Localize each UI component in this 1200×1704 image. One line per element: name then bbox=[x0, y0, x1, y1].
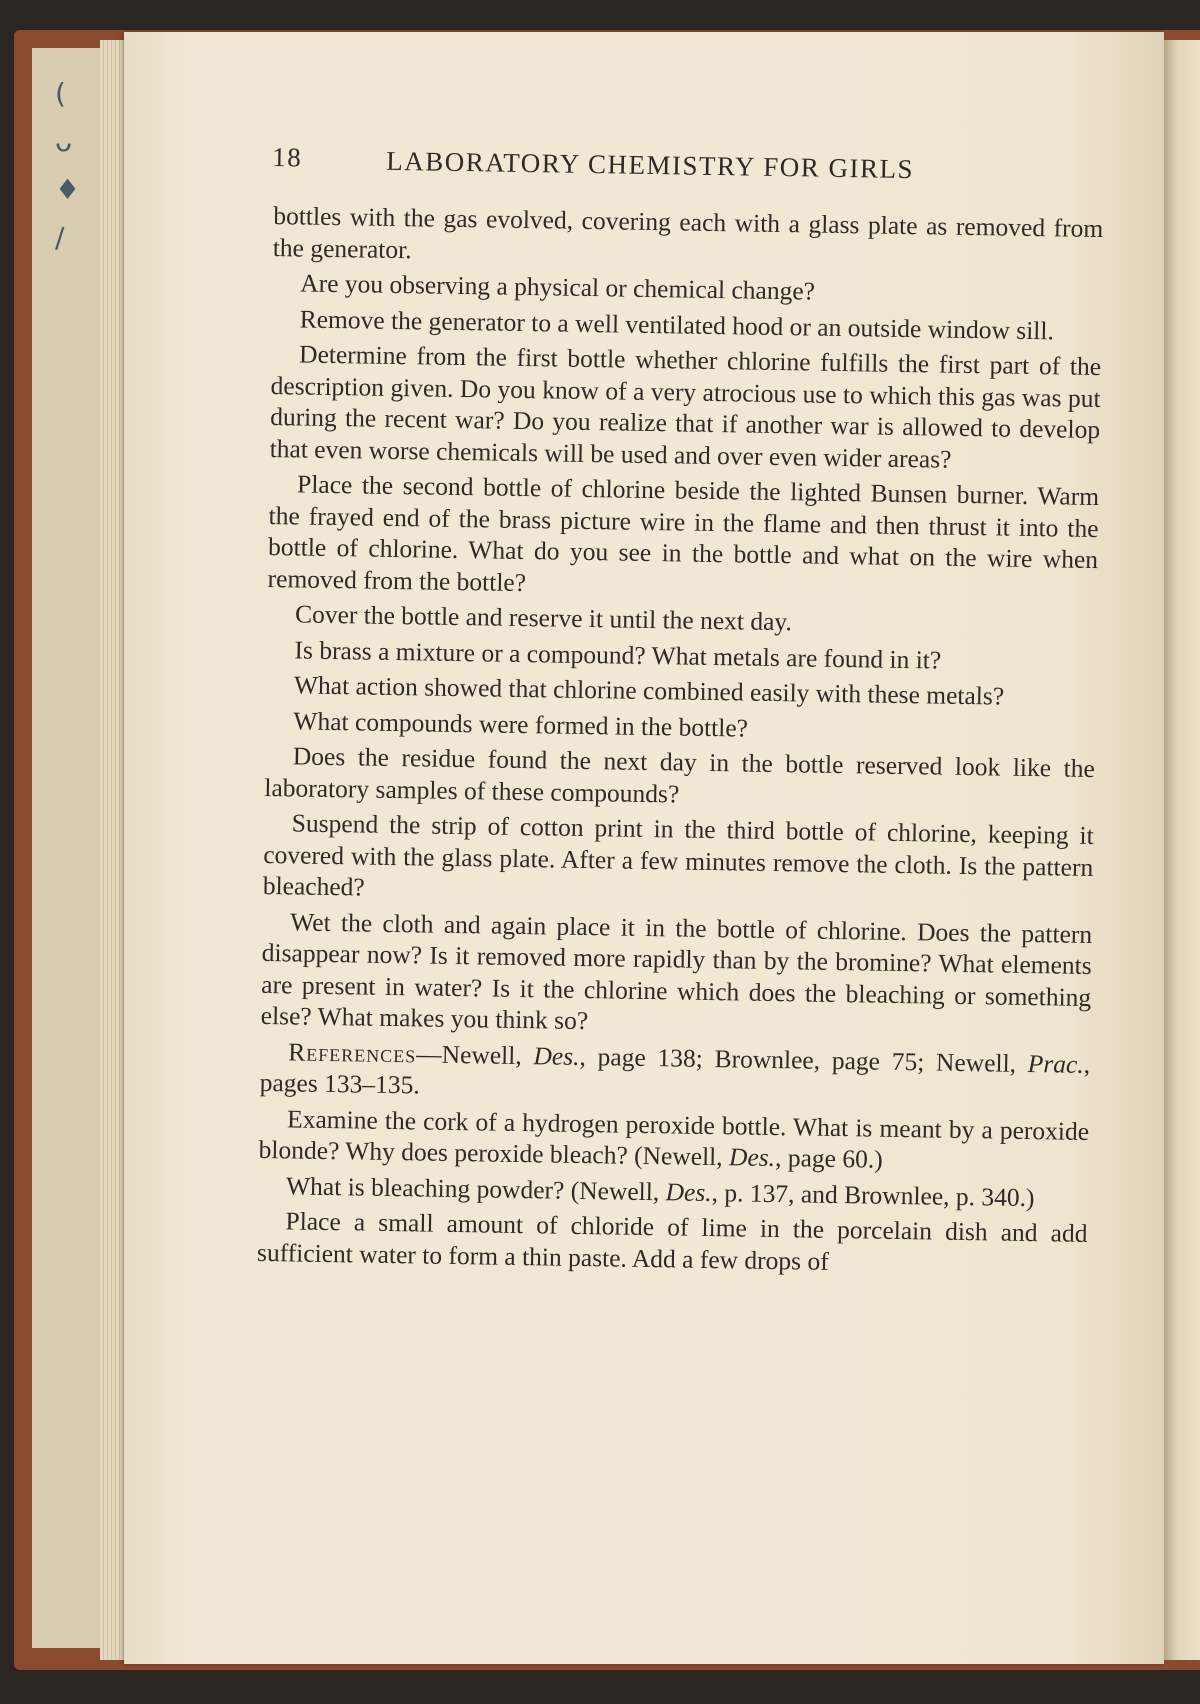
paragraph: What action showed that chlorine combined easily with these metals? bbox=[293, 670, 1005, 711]
references-paragraph bbox=[259, 1035, 1090, 1111]
paragraph: Place the second bottle of chlorine beside the lighted Bunsen burner. Warm the frayed end of the brass picture wire in the flame and then thrust it into the bottle of chlorine. What do you see in the bottle and what on the wire when removed from the bottle? bbox=[267, 469, 1100, 597]
paragraph-italic: Des. bbox=[665, 1176, 712, 1207]
references-des: Des. bbox=[533, 1040, 580, 1071]
references-text: Newell, bbox=[441, 1039, 534, 1070]
page-number: 18 bbox=[272, 142, 303, 173]
paragraph: What compounds were formed in the bottle? bbox=[293, 705, 749, 743]
references-label: References bbox=[288, 1036, 417, 1068]
paragraph: bottles with the gas evolved, covering each with a glass plate as removed from the generator. bbox=[272, 201, 1104, 264]
paragraph-text: What is bleaching powder? (Newell, bbox=[285, 1170, 666, 1206]
body-text bbox=[257, 200, 1104, 1285]
endpaper-marks: ( ᴗ ♦ / bbox=[55, 77, 81, 254]
paragraph: Suspend the strip of cotton print in the third bottle of chlorine, keeping it covered with the glass plate. After a few minutes remove the cloth. Is the pattern bleached? bbox=[262, 808, 1094, 902]
paragraph: Wet the cloth and again place it in the bottle of chlorine. Does the pattern disappear now? Is it removed more rapidly than by the bromine? What elements are present in water? Is it the chlorine which does the bleaching or something else? What makes you think so? bbox=[260, 906, 1093, 1036]
references-dash: — bbox=[416, 1038, 442, 1069]
paragraph: Place a small amount of chloride of lime in the porcelain dish and add sufficient water to form a thin paste. Add a few drops of bbox=[256, 1206, 1088, 1276]
references-text: , page 138; Brownlee, page 75; Newell, bbox=[579, 1041, 1029, 1078]
paragraph-italic: Des. bbox=[728, 1142, 776, 1173]
paragraph-text: Examine the cork of a hydrogen peroxide bottle. What is meant by a peroxide blonde? Why does peroxide bleach? (Newell, bbox=[258, 1103, 1090, 1172]
paragraph: Are you observing a physical or chemical change? bbox=[300, 268, 816, 306]
references-text: , pages 133–135. bbox=[259, 1049, 1091, 1100]
running-title: LABORATORY CHEMISTRY FOR GIRLS bbox=[385, 145, 915, 185]
paragraph-text: , page 60.) bbox=[774, 1143, 883, 1174]
paragraph: Determine from the first bottle whether chlorine fulfills the first part of the description given. Do you know of a very atrocious use to which this gas was put during the recent war? Do you realize that if another war is allowed to develop that even worse chemicals will be used and over even wider areas? bbox=[269, 339, 1102, 474]
paragraph: Is brass a mixture or a compound? What metals are found in it? bbox=[294, 634, 942, 675]
paragraph bbox=[258, 1102, 1089, 1178]
paragraph: Does the residue found the next day in the bottle reserved look like the laboratory samples of these compounds? bbox=[264, 741, 1096, 808]
paragraph: Remove the generator to a well ventilated hood or an outside window sill. bbox=[299, 303, 1055, 345]
references-prac: Prac. bbox=[1027, 1048, 1084, 1079]
paragraph-text: , p. 137, and Brownlee, p. 340.) bbox=[711, 1177, 1035, 1212]
facing-page-edge bbox=[1164, 40, 1200, 1660]
paragraph: Cover the bottle and reserve it until the next day. bbox=[294, 599, 793, 637]
